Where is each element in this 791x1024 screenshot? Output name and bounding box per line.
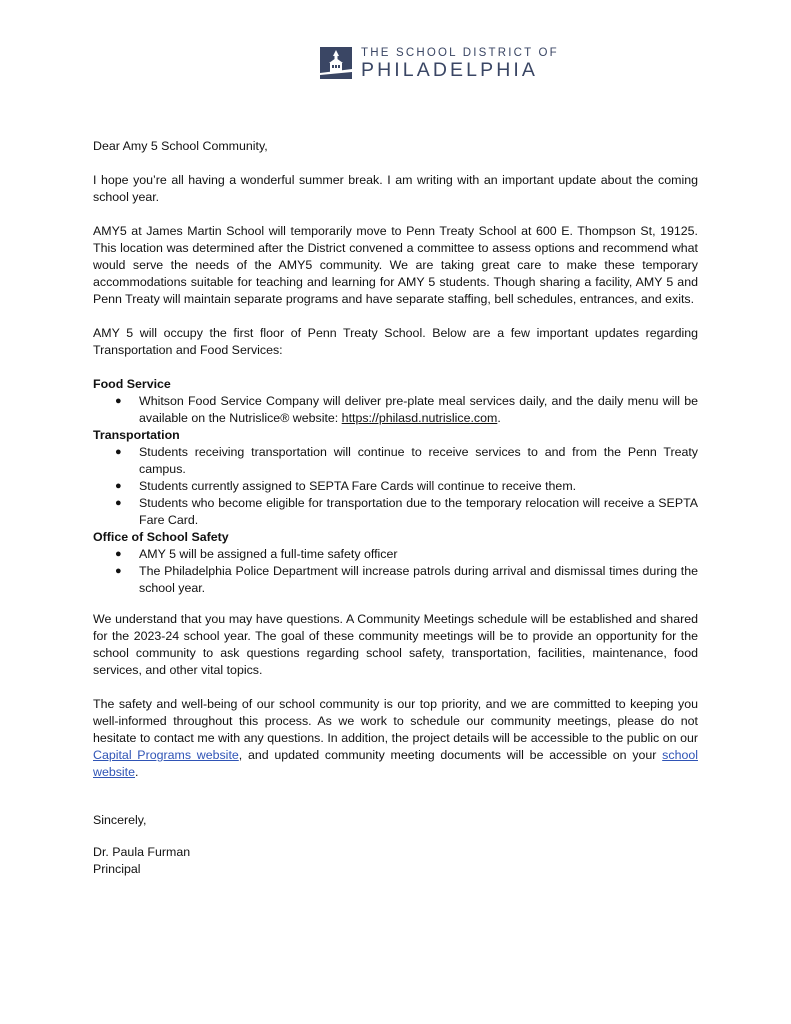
food-service-list bbox=[93, 393, 698, 427]
list-item bbox=[93, 478, 698, 495]
capital-programs-link[interactable]: Capital Programs website bbox=[93, 748, 239, 762]
safety-item-2: The Philadelphia Police Department will increase patrols during arrival and dismissal times during the school year. bbox=[139, 564, 698, 595]
school-website-link[interactable]: school website bbox=[93, 748, 698, 779]
signer-name: Dr. Paula Furman bbox=[93, 845, 191, 859]
intro-paragraph: I hope you’re all having a wonderful summer break. I am writing with an important update about the coming school year. bbox=[93, 173, 698, 204]
transport-item-3: Students who become eligible for transportation due to the temporary relocation will receive a SEPTA Fare Card. bbox=[139, 496, 698, 527]
closing-text-3: . bbox=[135, 765, 139, 779]
closing-text-1: The safety and well-being of our school community is our top priority, and we are committed to keeping you well-informed throughout this process. As we work to schedule our community meetings, please do not hesitate to contact me with any questions. In addition, the project details will be accessible to the public on our bbox=[93, 697, 698, 745]
logo-wordmark bbox=[361, 47, 559, 80]
school-safety-heading: Office of School Safety bbox=[93, 530, 229, 544]
logo-line-2: PHILADELPHIA bbox=[361, 58, 539, 81]
list-item bbox=[93, 546, 698, 563]
signer-title: Principal bbox=[93, 862, 141, 876]
letter-body bbox=[93, 138, 698, 878]
relocation-paragraph: AMY5 at James Martin School will temporarily move to Penn Treaty School at 600 E. Thompson St, 19125. This location was determined after the District convened a committee to assess options and recommend what would serve the needs of the AMY5 community. We are taking great care to make these temporary accommodations suitable for teaching and learning for AMY 5 students. Though sharing a facility, AMY 5 and Penn Treaty will maintain separate programs and have separate staffing, bell schedules, entrances, and exits. bbox=[93, 224, 698, 306]
questions-paragraph: We understand that you may have questions. A Community Meetings schedule will be established and shared for the 2023-24 school year. The goal of these community meetings will be to provide an opportunity for the school community to ask questions regarding school safety, transportation, facilities, maintenance, food services, and other vital topics. bbox=[93, 612, 698, 677]
list-item bbox=[93, 495, 698, 529]
transportation-heading: Transportation bbox=[93, 428, 180, 442]
food-item-text: Whitson Food Service Company will deliver pre-plate meal services daily, and the daily menu will be available on the Nutrislice® website: bbox=[139, 394, 698, 425]
transport-item-1: Students receiving transportation will continue to receive services to and from the Penn Treaty campus. bbox=[139, 445, 698, 476]
food-item-end: . bbox=[497, 411, 501, 425]
district-logo bbox=[320, 46, 559, 80]
signature-block bbox=[93, 812, 698, 878]
bullet-icon: ● bbox=[115, 497, 122, 509]
signoff: Sincerely, bbox=[93, 813, 147, 827]
nutrislice-link[interactable]: https://philasd.nutrislice.com bbox=[341, 411, 498, 425]
bullet-icon: ● bbox=[115, 565, 122, 577]
school-building-icon bbox=[320, 47, 352, 79]
list-item bbox=[93, 563, 698, 597]
bullet-icon: ● bbox=[115, 395, 122, 407]
salutation: Dear Amy 5 School Community, bbox=[93, 139, 268, 153]
list-item bbox=[93, 444, 698, 478]
list-item bbox=[93, 393, 698, 427]
safety-item-1: AMY 5 will be assigned a full-time safety officer bbox=[139, 547, 398, 561]
logo-line-1: THE SCHOOL DISTRICT OF bbox=[361, 46, 559, 59]
transportation-list bbox=[93, 444, 698, 529]
occupancy-paragraph: AMY 5 will occupy the first floor of Penn Treaty School. Below are a few important updates regarding Transportation and Food Services: bbox=[93, 326, 698, 357]
closing-text-2: , and updated community meeting documents will be accessible on your bbox=[238, 748, 663, 762]
bullet-icon: ● bbox=[115, 446, 122, 458]
transport-item-2: Students currently assigned to SEPTA Fare Cards will continue to receive them. bbox=[139, 479, 577, 493]
closing-paragraph bbox=[93, 696, 698, 781]
bullet-icon: ● bbox=[115, 480, 122, 492]
food-service-heading: Food Service bbox=[93, 377, 171, 391]
bullet-icon: ● bbox=[115, 548, 122, 560]
school-safety-list bbox=[93, 546, 698, 597]
